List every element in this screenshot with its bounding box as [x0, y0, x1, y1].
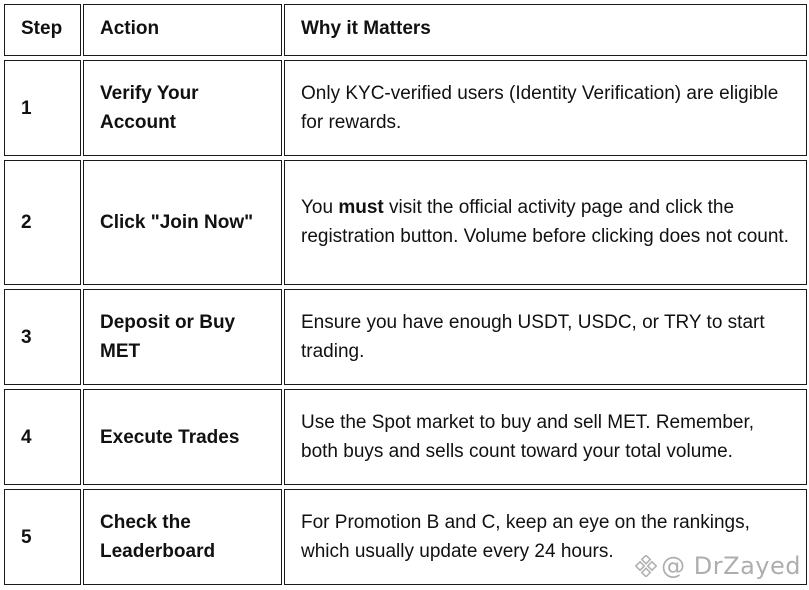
step-why: [284, 60, 807, 156]
step-action: Deposit or Buy MET: [83, 289, 282, 385]
step-action: Click "Join Now": [83, 160, 282, 285]
steps-table: [2, 0, 809, 589]
step-number: 2: [4, 160, 81, 285]
step-action: Check the Leaderboard: [83, 489, 282, 585]
step-action: Execute Trades: [83, 389, 282, 485]
why-text-emphasis: must: [338, 197, 384, 218]
step-number: 3: [4, 289, 81, 385]
table-header-row: [4, 4, 807, 56]
step-why: [284, 160, 807, 285]
step-why: [284, 389, 807, 485]
step-number: 5: [4, 489, 81, 585]
header-why: Why it Matters: [284, 4, 807, 56]
table-row: [4, 289, 807, 385]
step-why-text: Only KYC-verified users (Identity Verification) are eligible for rewards.: [301, 82, 779, 133]
watermark-text: @ DrZayed: [661, 552, 801, 580]
step-why-text: For Promotion B and C, keep an eye on the rankings, which usually update every 24 hours.: [301, 511, 750, 562]
step-why-text: Ensure you have enough USDT, USDC, or TRY to start trading.: [301, 311, 765, 362]
header-action: Action: [83, 4, 282, 56]
step-action: Verify Your Account: [83, 60, 282, 156]
step-number: 4: [4, 389, 81, 485]
binance-square-logo-icon: [635, 555, 657, 577]
table-row: [4, 60, 807, 156]
step-why: [284, 289, 807, 385]
watermark: [635, 552, 801, 580]
why-text-after: visit the official activity page and click the registration button. Volume before clicking does not count.: [301, 197, 789, 247]
step-why-text: [301, 193, 790, 251]
step-why-text: Use the Spot market to buy and sell MET. Remember, both buys and sells count toward your total volume.: [301, 411, 755, 462]
why-text-before: You: [301, 197, 339, 218]
header-step: Step: [4, 4, 81, 56]
table-row: [4, 160, 807, 285]
table-row: [4, 389, 807, 485]
step-number: 1: [4, 60, 81, 156]
